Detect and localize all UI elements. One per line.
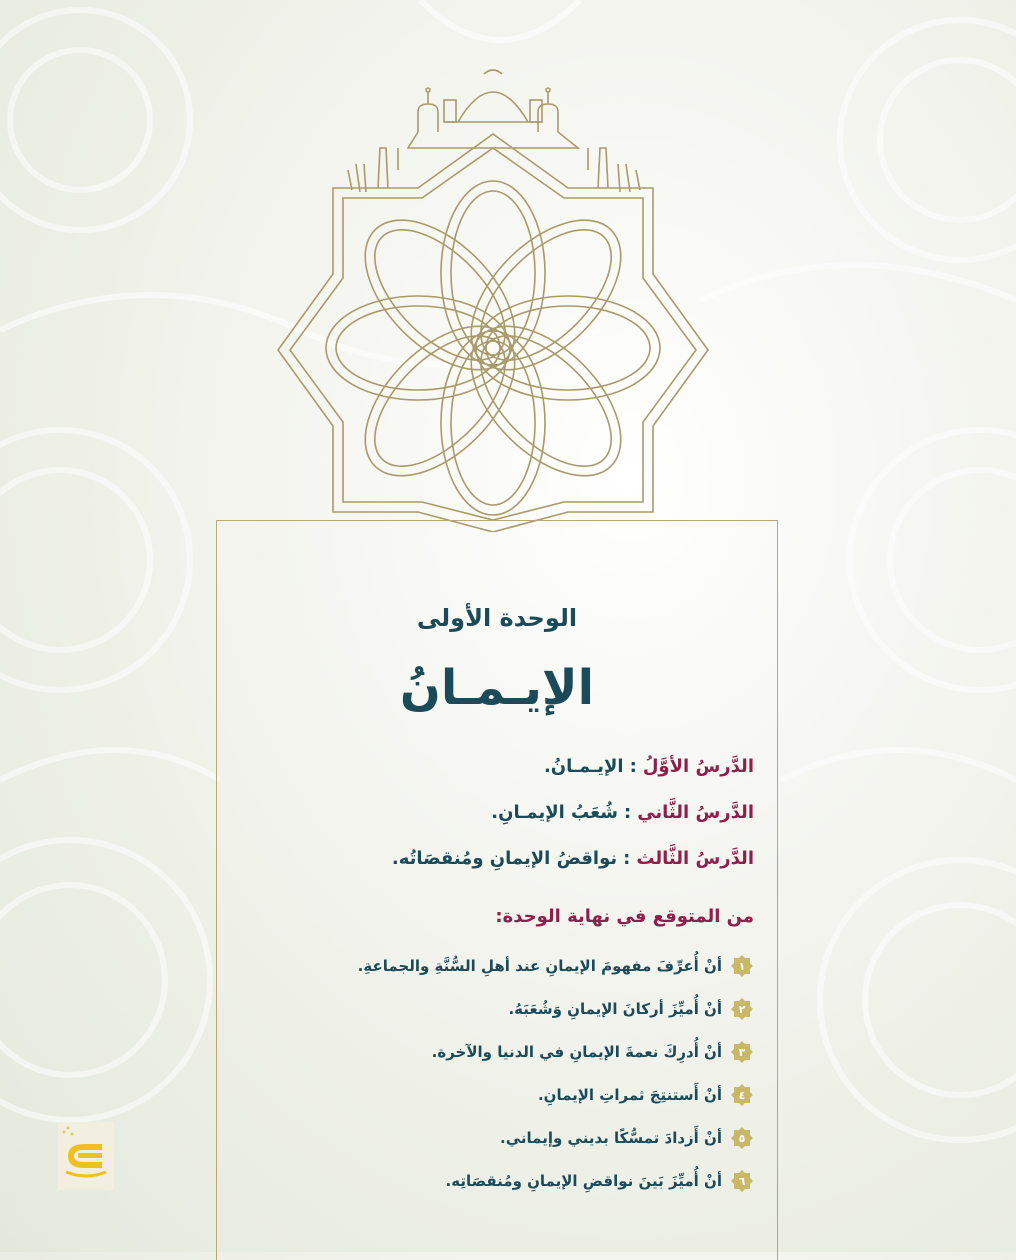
lesson-label: الدَّرسُ الثَّاني — [637, 802, 754, 823]
badge-number: ٥ — [738, 1131, 746, 1145]
objective-item — [174, 1073, 754, 1116]
lesson-label: الدَّرسُ الثَّالث — [636, 848, 754, 869]
number-badge-icon — [730, 1040, 754, 1064]
number-badge-icon — [730, 954, 754, 978]
lessons-list — [194, 752, 754, 890]
badge-number: ٤ — [738, 1088, 746, 1102]
lesson-title: نواقضُ الإيمانِ ومُنقصَاتُه. — [391, 848, 618, 869]
lesson-separator: : — [629, 756, 637, 777]
number-badge-icon — [730, 997, 754, 1021]
objective-item — [174, 987, 754, 1030]
lesson-title: شُعَبُ الإيمـانِ. — [491, 802, 618, 823]
objectives-list — [174, 944, 754, 1202]
publisher-logo-icon — [58, 1122, 114, 1190]
lesson-item — [194, 844, 754, 890]
objectives-heading: من المتوقع في نهاية الوحدة: — [495, 906, 754, 927]
objective-item — [174, 944, 754, 987]
objective-text: أنْ أُميِّزَ أركانَ الإيمانِ وَشُعَبَهُ. — [508, 999, 722, 1018]
objective-text: أنْ أَزدادَ تمسُّكًا بديني وإيماني. — [500, 1128, 722, 1147]
badge-number: ٢ — [738, 1002, 746, 1016]
badge-number: ١ — [738, 959, 746, 973]
objective-item — [174, 1030, 754, 1073]
lesson-separator: : — [623, 848, 631, 869]
number-badge-icon — [730, 1126, 754, 1150]
lesson-label: الدَّرسُ الأوَّلُ — [642, 756, 754, 777]
lesson-item — [194, 798, 754, 844]
objective-text: أنْ أُميِّزَ بَينَ نواقضِ الإيمانِ ومُنقصَاتِه. — [445, 1171, 722, 1190]
unit-title: الإيـمـانُ — [399, 660, 595, 716]
lesson-item — [194, 752, 754, 798]
lesson-title: الإيـمـانُ. — [543, 756, 624, 777]
badge-number: ٣ — [738, 1045, 746, 1059]
objective-text: أنْ أُعرِّفَ مفهومَ الإيمانِ عند أهلِ السُّنَّةِ والجماعةِ. — [357, 956, 722, 975]
mosque-star-emblem — [268, 52, 718, 532]
unit-label: الوحدة الأولى — [416, 604, 578, 632]
lesson-separator: : — [623, 802, 632, 823]
objective-text: أنْ أَستنتِجَ ثمراتِ الإيمانِ. — [537, 1085, 722, 1104]
number-badge-icon — [730, 1083, 754, 1107]
number-badge-icon — [730, 1169, 754, 1193]
objective-item — [174, 1116, 754, 1159]
objective-item — [174, 1159, 754, 1202]
objective-text: أنْ أُدرِكَ نعمةَ الإيمانِ في الدنيا والآخرة. — [431, 1042, 722, 1061]
badge-number: ٦ — [738, 1174, 746, 1188]
